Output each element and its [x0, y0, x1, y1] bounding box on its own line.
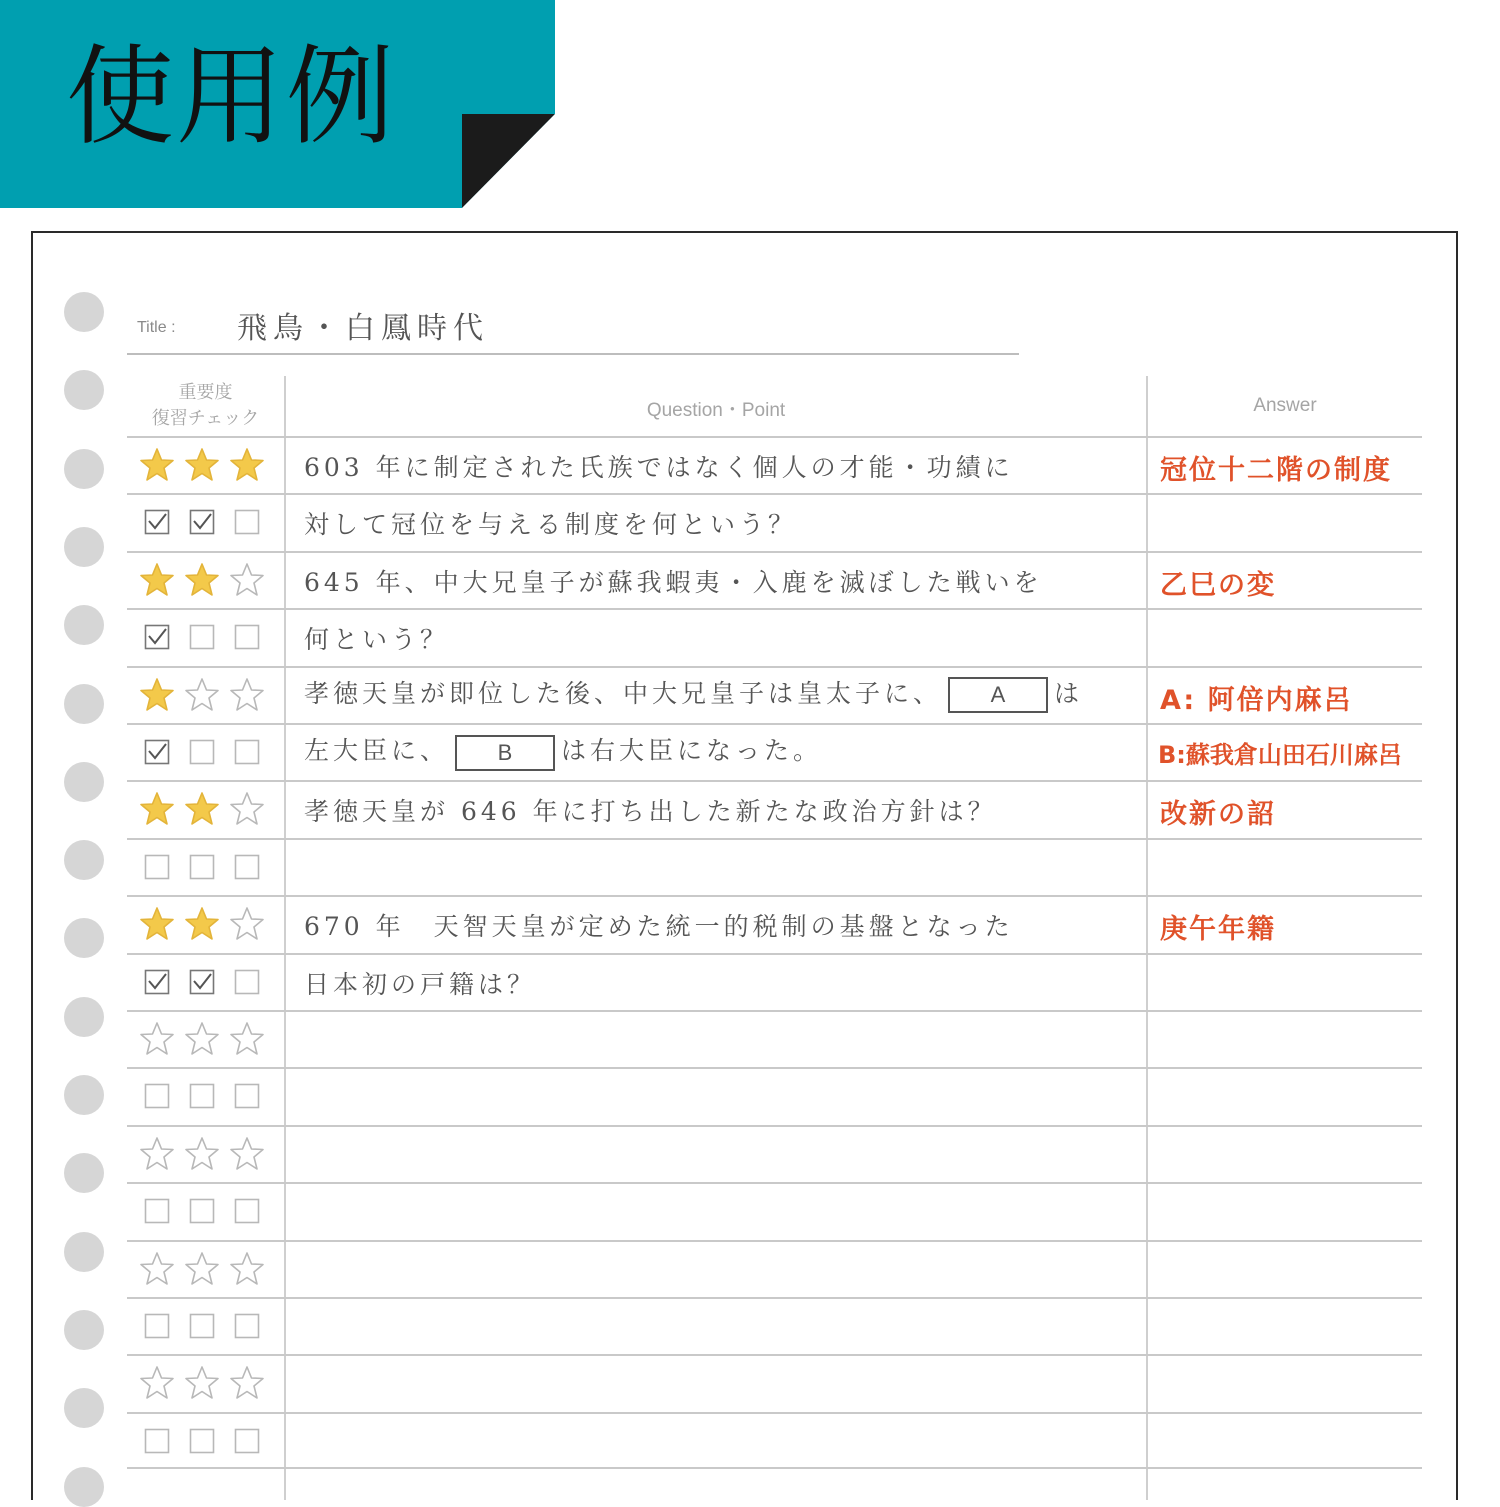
title-label: Title : [137, 319, 176, 336]
question-line-1: 670 年 天智天皇が定めた統一的税制の基盤となった [304, 912, 1014, 942]
checkbox-empty-icon[interactable] [234, 1083, 260, 1109]
header-answer: Answer [1253, 395, 1317, 416]
checkbox-checked-icon[interactable] [144, 624, 170, 650]
star-filled-icon[interactable] [184, 906, 220, 942]
star-outline-icon[interactable] [184, 1251, 220, 1287]
checkbox-checked-icon[interactable] [144, 509, 170, 535]
answer-text: A: 阿倍内麻呂 [1160, 684, 1353, 716]
importance-stars [139, 906, 279, 944]
importance-stars [139, 1136, 279, 1174]
importance-stars [139, 447, 279, 485]
checkbox-empty-icon[interactable] [234, 1313, 260, 1339]
checkbox-checked-icon[interactable] [189, 509, 215, 535]
table-row [127, 1010, 1422, 1067]
binder-hole [64, 684, 104, 724]
question-line-1: 645 年、中大兄皇子が蘇我蝦夷・入鹿を滅ぼした戦いを [304, 567, 1043, 597]
star-outline-icon[interactable] [229, 1021, 265, 1057]
star-outline-icon[interactable] [139, 1136, 175, 1172]
answer-text: B:蘇我倉山田石川麻呂 [1158, 741, 1402, 769]
binder-hole [64, 1467, 104, 1507]
question-text: 左大臣に、 [304, 736, 450, 765]
importance-stars [139, 1021, 279, 1059]
checkbox-empty-icon[interactable] [234, 1428, 260, 1454]
star-outline-icon[interactable] [184, 1136, 220, 1172]
checkbox-checked-icon[interactable] [144, 969, 170, 995]
review-checkboxes [139, 1078, 279, 1116]
banner-title: 使用例 [66, 35, 397, 160]
answer-text: 改新の詔 [1160, 799, 1276, 831]
checkbox-empty-icon[interactable] [234, 509, 260, 535]
table-row [127, 1182, 1422, 1239]
importance-stars [139, 1365, 279, 1403]
title-value: 飛鳥・白鳳時代 [237, 311, 489, 346]
table-row [127, 436, 1422, 493]
checkbox-empty-icon[interactable] [234, 854, 260, 880]
fill-blank-b: B [455, 735, 555, 771]
table-row [127, 838, 1422, 895]
question-text: は [1054, 678, 1084, 708]
checkbox-empty-icon[interactable] [234, 969, 260, 995]
binder-hole [64, 840, 104, 880]
review-checkboxes [139, 619, 279, 657]
question-text: 孝徳天皇が即位した後、中大兄皇子は皇太子に、 [304, 678, 943, 708]
star-outline-icon[interactable] [229, 791, 265, 827]
review-checkboxes [139, 1308, 279, 1346]
checkbox-empty-icon[interactable] [189, 1198, 215, 1224]
binder-hole [64, 449, 104, 489]
table-row [127, 666, 1422, 723]
star-outline-icon[interactable] [229, 677, 265, 713]
header-importance-line2: 復習チェック [151, 408, 260, 428]
header-importance-line1: 重要度 [178, 382, 233, 402]
star-filled-icon[interactable] [139, 906, 175, 942]
question-line-2: 対して冠位を与える制度を何という？ [304, 510, 798, 540]
question-line-2: 日本初の戸籍は？ [304, 969, 537, 999]
checkbox-empty-icon[interactable] [189, 1313, 215, 1339]
checkbox-checked-icon[interactable] [144, 739, 170, 765]
header-question: Question・Point [646, 400, 786, 421]
table-row [127, 1125, 1422, 1182]
table-row [127, 1067, 1422, 1124]
importance-stars [139, 1251, 279, 1289]
table-row [127, 1240, 1422, 1297]
binder-hole [64, 1310, 104, 1350]
answer-text: 庚午年籍 [1160, 914, 1276, 946]
checkbox-empty-icon[interactable] [144, 1083, 170, 1109]
header-importance [127, 379, 284, 431]
checkbox-empty-icon[interactable] [189, 739, 215, 765]
star-outline-icon[interactable] [184, 677, 220, 713]
table-row [127, 493, 1422, 550]
star-outline-icon[interactable] [229, 1251, 265, 1287]
table-row [127, 780, 1422, 837]
checkbox-empty-icon[interactable] [234, 739, 260, 765]
loose-leaf-sheet [31, 231, 1458, 1500]
checkbox-empty-icon[interactable] [144, 1198, 170, 1224]
table-row [127, 723, 1422, 780]
review-checkboxes [139, 504, 279, 542]
table-row [127, 608, 1422, 665]
importance-stars [139, 562, 279, 600]
question-line-1: 孝徳天皇が 646 年に打ち出した新たな政治方針は？ [304, 797, 997, 827]
table-row [127, 551, 1422, 608]
binder-hole [64, 997, 104, 1037]
binder-hole [64, 1232, 104, 1272]
question-line-1 [304, 674, 1083, 714]
table-row [127, 1412, 1422, 1469]
star-filled-icon[interactable] [139, 447, 175, 483]
binder-hole [64, 1075, 104, 1115]
answer-text: 冠位十二階の制度 [1160, 455, 1392, 486]
banner [0, 0, 555, 208]
checkbox-empty-icon[interactable] [234, 1198, 260, 1224]
binder-hole [64, 292, 104, 332]
review-checkboxes [139, 1193, 279, 1231]
star-outline-icon[interactable] [229, 1136, 265, 1172]
star-filled-icon[interactable] [184, 791, 220, 827]
star-outline-icon[interactable] [184, 1021, 220, 1057]
table-row [127, 895, 1422, 952]
checkbox-empty-icon[interactable] [144, 1313, 170, 1339]
star-filled-icon[interactable] [229, 447, 265, 483]
star-filled-icon[interactable] [139, 677, 175, 713]
page-fold-icon [462, 114, 555, 208]
checkbox-empty-icon[interactable] [189, 1083, 215, 1109]
binder-hole [64, 1388, 104, 1428]
checkbox-empty-icon[interactable] [234, 624, 260, 650]
binder-hole [64, 918, 104, 958]
question-line-1: 603 年に制定された氏族ではなく個人の才能・功績に [304, 453, 1014, 482]
star-outline-icon[interactable] [139, 1021, 175, 1057]
checkbox-checked-icon[interactable] [189, 969, 215, 995]
importance-stars [139, 791, 279, 829]
star-filled-icon[interactable] [184, 447, 220, 483]
table-row [127, 1354, 1422, 1411]
binder-hole [64, 1153, 104, 1193]
review-checkboxes [139, 1423, 279, 1461]
title-underline [127, 353, 1019, 355]
checkbox-empty-icon[interactable] [189, 624, 215, 650]
table-row [127, 1297, 1422, 1354]
review-checkboxes [139, 734, 279, 772]
star-filled-icon[interactable] [139, 791, 175, 827]
star-outline-icon[interactable] [184, 1365, 220, 1401]
star-filled-icon[interactable] [184, 562, 220, 598]
review-checkboxes [139, 964, 279, 1002]
binder-hole [64, 370, 104, 410]
checkbox-empty-icon[interactable] [144, 1428, 170, 1454]
question-line-2: 何という？ [304, 625, 450, 655]
fill-blank-a: A [948, 677, 1048, 713]
star-filled-icon[interactable] [139, 562, 175, 598]
star-outline-icon[interactable] [229, 562, 265, 598]
star-outline-icon[interactable] [229, 906, 265, 942]
table-row [127, 953, 1422, 1010]
importance-stars [139, 677, 279, 715]
star-outline-icon[interactable] [139, 1365, 175, 1401]
star-outline-icon[interactable] [229, 1365, 265, 1401]
checkbox-empty-icon[interactable] [144, 854, 170, 880]
checkbox-empty-icon[interactable] [189, 1428, 215, 1454]
checkbox-empty-icon[interactable] [189, 854, 215, 880]
question-line-2 [304, 731, 822, 771]
answer-text: 乙巳の変 [1160, 569, 1276, 601]
binder-hole [64, 527, 104, 567]
star-outline-icon[interactable] [139, 1251, 175, 1287]
question-text: は右大臣になった。 [561, 736, 823, 765]
binder-hole [64, 605, 104, 645]
review-checkboxes [139, 849, 279, 887]
binder-hole [64, 762, 104, 802]
